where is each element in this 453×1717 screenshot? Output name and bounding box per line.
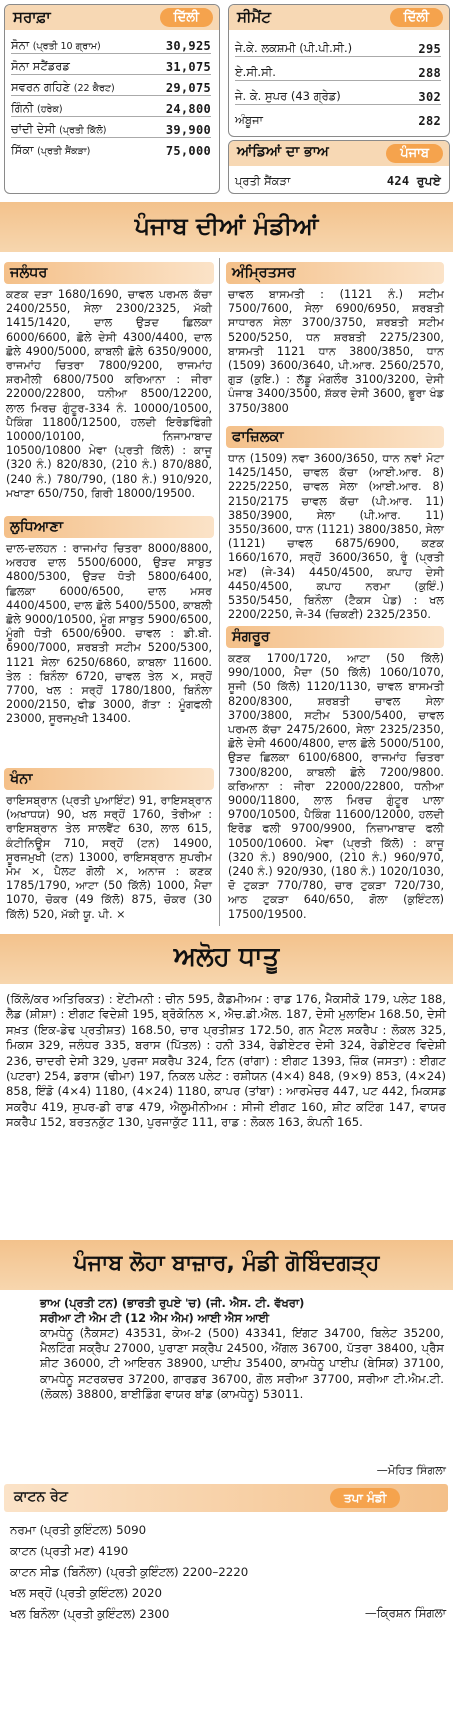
cotton-row: ਖਲ ਸਰ੍ਹੋਂ (ਪ੍ਰਤੀ ਕੁਇੰਟਲ) 2020 [10,1586,162,1600]
row-unit: (ਹਰੇਕ) [37,104,63,115]
eggs-box [228,140,450,194]
ludhiana-chawal: ਚਾਵਲ : ਡੀ.ਬੀ. 6900/7000, ਸ਼ਰਬਤੀ ਸਟੀਮ 5200/5300, 1121 ਸੇਲਾ 6250/6860, ਕਾਬਲਾ 11600. [6,627,212,669]
cotton-place-badge: ਤਪਾ ਮੰਡੀ [330,1488,400,1508]
row-value: 295 [418,42,441,56]
row-unit: (ਪ੍ਰਤੀ ਸੈਂਕੜਾ) [37,146,91,157]
cotton-row: ਖਲ ਬਿਨੌਲਾ (ਪ੍ਰਤੀ ਕੁਇੰਟਲ) 2300 [10,1607,170,1621]
metals-text: (ਕਿੱਲੋ/ਕਰ ਅਤਿਰਿਕਤ) : ਏਂਟੀਮਨੀ : ਚੀਨ 595, ਕੈਡਮੀਅਮ : ਰਾਡ 176, ਮੈਕਸੀਕੋ 179, ਪਲੇਟ 188, ਲੈਡ (ਸ਼ੀਸ਼ਾ) : ਈਗਟ ਵਿਦੇਸ਼ੀ 195, ਬ੍ਰੋਕੋਨਿਲ ×, ਐਚ.ਡੀ.ਐਲ. 187, ਦੇਸੀ ਮੁਲਾਇਮ 168.50, ਦੇਸੀ ਸਖ਼ਤ (ਇਕ-ਡੇਢ ਪ੍ਰਤੀਸ਼ਤ) 168.50, ਚਾਰ ਪ੍ਰਤੀਸ਼ਤ 172.50, ਗਨ ਮੈਟਲ ਸਕਰੈਪ : ਲੋਕਲ 325, ਮਿਕਸ 329, ਜਲੰਧਰ 335, ਬਰਾਸ (ਪਿੱਤਲ) : ਹਨੀ 334, ਰੇਡੀਏਟਰ ਦੇਸੀ 324, ਰੇਡੀਏਟਰ ਵਿਦੇਸ਼ੀ 236, ਚਾਦਰੀ ਦੇਸੀ 329, ਪੁਰਜਾ ਸਕਰੈਪ 324, ਟਿਨ (ਰਾਂਗਾ) : ਈਗਟ 1393, ਜ਼ਿੰਕ (ਜਸਤਾ) : ਈਗਟ (ਪਟਰਾ) 254, ਡਰਾਸ (ਢੀਮਾ) 197, ਨਿਕਲ ਪਲੇਟ : ਰਸ਼ੀਯਨ (4×4) 848, (9×9) 853, (4×24) 858, ਇੰਡੋ (4×4) 1180, (4×24) 1180, ਕਾਪਰ (ਤਾਂਬਾ) : ਆਰਮੇਚਰ 447, ਪਟ 442, ਮਿਕਸਡ ਸਕਰੈਪ 419, ਸੁਪਰ-ਡੀ ਰਾਡ 479, ਐਲੂਮੀਨੀਅਮ : ਸੀਜੀ ਈਗਟ 160, ਸ਼ੀਟ ਕਟਿੰਗ 147, ਵਾਯਰ ਸਕਰੈਪ 152, ਬਰਤਨਕੁੱਟ 130, ਪੁਰਜਾਕੁੱਟ 111, ਰਾਡ : ਲੋਕਲ 163, ਕੰਪਨੀ 165. [6,992,446,1130]
row-value: 75,000 [165,144,211,158]
jalandhar-heading: ਜਲੰਧਰ [4,262,214,284]
amritsar-heading: ਅੰਮ੍ਰਿਤਸਰ [226,262,444,284]
cement-title: ਸੀਮੈਂਟ [237,8,271,26]
row-unit: (22 ਕੈਰਟ) [73,83,115,94]
iron-author: —ਮੋਹਿਤ ਸਿੰਗਲਾ [376,1464,446,1477]
ludhiana-heading: ਲੁਧਿਆਣਾ [4,516,214,538]
row-label: ਸਿੱਕਾ [11,143,34,157]
row-label: ਅੰਬੂਜਾ [235,113,263,127]
metals-title: ਅਲੋਹ ਧਾਤੂ [173,942,280,972]
cement-row [235,105,441,128]
iron-head2: ਸਰੀਆ ਟੀ ਐਮ ਟੀ (12 ਐਮ ਐਮ) ਆਈ ਐਸ ਆਈ [40,1311,269,1325]
cement-row [235,57,441,81]
row-label: ਏ.ਸੀ.ਸੀ. [235,65,276,79]
iron-banner [0,1240,453,1290]
sarafa-box [4,4,220,194]
iron-title: ਪੰਜਾਬ ਲੋਹਾ ਬਾਜ਼ਾਰ, ਮੰਡੀ ਗੋਬਿੰਦਗੜ੍ਹ [73,1251,380,1276]
sarafa-city-badge: ਦਿੱਲੀ [160,8,214,27]
row-label: ਜੇ. ਕੇ. ਸੁਪਰ (43 ਗ੍ਰੇਡ) [235,89,341,103]
row-label: ਸਵਰਨ ਗਹਿਣੇ [11,80,71,94]
sarafa-row [11,96,211,117]
row-label: ਜੇ.ਕੇ. ਲਕਸ਼ਮੀ (ਪੀ.ਪੀ.ਸੀ.) [235,41,353,55]
cotton-row: ਨਰਮਾ (ਪ੍ਰਤੀ ਕੁਇੰਟਲ) 5090 [10,1523,147,1537]
iron-text: ਕਾਮਧੇਨੂ (ਨੈਕਸਟ) 43531, ਕੇਅ-2 (500) 43341, ਇਂਗਟ 34700, ਬਿਲੇਟ 35200, ਮੈਲਟਿੰਗ ਸਕ੍ਰੈਪ 27000, ਪੁਰਾਣਾ ਸਕ੍ਰੈਪ 24500, ਐਂਗਲ 36700, ਪੱਤਰਾ 38400, ਪ੍ਰੈਸ ਸ਼ੀਟ 36000, ਟੀ ਆਇਰਨ 38900, ਪਾਈਪ 35400, ਕਾਮਧੇਨੂ ਪਾਈਪ (ਬੇਸਿਕ) 37100, ਕਾਮਧੇਨੂ ਸਟਰਕਚਰ 37200, ਗਾਰਡਰ 36700, ਗੋਲ ਸਰੀਆ 37700, ਸਰੀਆ ਟੀ.ਐਮ.ਟੀ. (ਲੋਕਲ) 38800, ਬਾਈਡਿੰਗ ਵਾਯਰ ਬਾਂਡ (ਕਾਮਧੇਨੂ) 53011. [40,1326,444,1401]
cement-header [229,5,449,30]
jalandhar-body: ਕਣਕ ਦੜਾ 1680/1690, ਚਾਵਲ ਪਰਮਲ ਕੱਚਾ 2400/2550, ਸੇਲਾ 2300/2325, ਮੱਕੀ 1415/1420, ਦਾਲ ਉੜਦ ਛਿਲਕਾ 6000/6600, ਛੋਲੇ ਦੇਸੀ 4300/4400, ਦਾਲ ਛੋਲੇ 4900/5000, ਕਾਬਲੀ ਛੋਲੇ 6350/9000, ਰਾਜਮਾਂਹ ਚਿਤਰਾ 7800/9200, ਰਾਜਮਾਂਹ ਸ਼ਰਮੀਲੀ 6800/7500 [6,288,212,387]
row-label: ਸੋਨਾ ਸਟੈਂਡਰਡ [11,59,70,73]
row-value: 31,075 [165,60,211,74]
fazilka-text: ਧਾਨ (1509) ਨਵਾ 3600/3650, ਧਾਨ ਨਵਾਂ ਮੋਟਾ 1425/1450, ਚਾਵਲ ਕੱਚਾ (ਆਈ.ਆਰ. 8) 2225/2250, ਚਾਵਲ ਸੇਲਾ (ਆਈ.ਆਰ. 8) 2150/2175 ਚਾਵਲ ਕੱਚਾ (ਪੀ.ਆਰ. 11) 3850/3900, ਸੇਲਾ (ਪੀ.ਆਰ. 11) 3550/3600, ਧਾਨ (1121) 3800/3850, ਸੇਲਾ (1121) ਚਾਵਲ 6875/6900, ਕਣਕ 1660/1670, ਸਰ੍ਹੋਂ 3600/3650, ਰੂੰ (ਪ੍ਰਤੀ ਮਣ) (ਜੇ-34) 4450/4500, ਕਪਾਹ ਦੇਸੀ 4450/4500, ਕਪਾਹ ਨਰਮਾ (ਕੁਇੰ.) 5350/5450, ਬਿਨੌਲਾ (ਟੈਕਸ ਪੇਡ) : ਖਲ 2200/2250, ਜੇ-34 (ਚਿਕਣੀ) 2325/2350. [228,452,444,622]
eggs-title: ਆਂਡਿਆਂ ਦਾ ਭਾਅ [237,144,329,160]
cement-city-badge: ਦਿੱਲੀ [390,8,444,27]
row-label: ਗਿੰਨੀ [11,101,34,115]
cotton-author: —ਕ੍ਰਿਸ਼ਨ ਸਿੰਗਲਾ [364,1606,446,1620]
sangrur-meva: ਮੇਵਾ (ਪ੍ਰਤੀ ਕਿੱਲੋ) : ਕਾਜੂ (320 ਨੰ.) 890/900, (210 ਨੰ.) 960/970, (240 ਨੰ.) 920/930, (180 ਨੰ.) 1020/1030, ਦੋ ਟੁਕੜਾ 770/780, ਚਾਰ ਟੁਕੜਾ 720/730, ਆਠ ਟੁਕੜਾ 640/650, ਗੋਲਾ (ਕੁਇੰਟਲ) 17500/19500. [228,836,444,921]
eggs-region-badge: ਪੰਜਾਬ [386,144,443,163]
mandis-banner [0,202,453,252]
jalandhar-text [6,288,212,501]
khanna-text: ਰਾਇਸਬ੍ਰਾਨ (ਪ੍ਰਤੀ ਪੁਆਇੰਟ) 91, ਰਾਇਸਬ੍ਰਾਨ (ਅਖਾਧਯ) 90, ਖਲ ਸਰ੍ਹੋਂ 1760, ਤੋਰੀਆ : ਰਾਇਸਬ੍ਰਾਨ ਤੇਲ ਸਾਲਵੈਂਟ 630, ਲਾਲ 615, ਕੰਟੀਨਿਊਸ 710, ਸਰ੍ਹੋਂ (ਟਨ) 14900, ਸੂਰਜਮੁਖੀ (ਟਨ) 13000, ਰਾਇਸਬ੍ਰਾਨ ਸੁਪਰੀਮ ਮੋਮ ×, ਪੈਲਟ ਗੋਲੀ ×, ਅਨਾਜ : ਕਣਕ 1785/1790, ਆਟਾ (50 ਕਿੱਲੋ) 1000, ਮੈਦਾ 1070, ਚੋਕਰ (49 ਕਿੱਲੋ) 875, ਚੋਕਰ (30 ਕਿੱਲੋ) 520, ਮੱਕੀ ਯੂ. ਪੀ. × [6,794,212,921]
row-label: ਸੋਨਾ [11,38,30,52]
cement-row [235,33,441,57]
row-label: ਪ੍ਰਤੀ ਸੈਂਕੜਾ [235,174,291,188]
sarafa-rows [11,33,211,158]
fazilka-heading: ਫਾਜ਼ਿਲਕਾ [226,426,444,448]
row-value: 39,900 [165,123,211,137]
ludhiana-text [6,542,212,727]
metals-banner [0,934,453,984]
mandis-title: ਪੰਜਾਬ ਦੀਆਂ ਮੰਡੀਆਂ [134,212,319,240]
sangrur-heading: ਸੰਗਰੂਰ [226,626,444,648]
row-unit: (ਪ੍ਰਤੀ 10 ਗ੍ਰਾਮ) [32,41,101,52]
ludhiana-body: ਦਾਲ-ਦਲਹਨ : ਰਾਜਮਾਂਹ ਚਿਤਰਾ 8000/8800, ਅਰਹਰ ਦਾਲ 5500/6000, ਉੜਦ ਸਾਬੁਤ 4800/5300, ਉੜਦ ਧੋਤੀ 5800/6400, ਛਿਲਕਾ 6000/6500, ਦਾਲ ਮਸਰ 4400/4500, ਦਾਲ ਛੋਲੇ 5400/5500, ਕਾਬਲੀ ਛੋਲੇ 9000/10500, ਮੂੰਗ ਸਾਬੁਤ 5900/6500, ਮੂੰਗੀ ਧੋਤੀ 6500/6900. [6,542,212,641]
khanna-heading: ਖੰਨਾ [4,768,214,790]
row-value: 424 ਰੁਪਏ [386,174,441,188]
cement-rows [235,33,441,128]
cement-box [228,4,450,137]
sarafa-row [11,138,211,158]
cotton-title: ਕਾਟਨ ਰੇਟ [14,1489,68,1505]
cement-row [235,81,441,105]
sangrur-body: ਕਣਕ 1700/1720, ਆਟਾ (50 ਕਿੱਲੋ) 990/1000, ਮੈਦਾ (50 ਕਿੱਲੋ) 1060/1070, ਸੂਜੀ (50 ਕਿੱਲੋ) 1120/1130, ਚਾਵਲ ਬਾਸਮਤੀ 8200/8300, ਸ਼ਰਬਤੀ ਚਾਵਲ ਸੇਲਾ 3700/3800, ਸਟੀਮ 5300/5400, ਚਾਵਲ ਪਰਮਲ ਕੱਚਾ 2475/2600, ਸੇਲਾ 2325/2350, ਛੋਲੇ ਦੇਸੀ 4600/4800, ਦਾਲ ਛੋਲੇ 5000/5100, ਉੜਦ ਛਿਲਕਾ 6100/6800, ਰਾਜਮਾਂਹ ਚਿਤਰਾ 7300/8200, ਕਾਬਲੀ ਛੋਲੇ 7200/9800. [228,652,444,779]
row-unit: (ਪ੍ਰਤੀ ਕਿੱਲੋ) [59,125,107,136]
jalandhar-meva: ਮੇਵਾ (ਪ੍ਰਤੀ ਕਿੱਲੋ) : ਕਾਜੂ (320 ਨੰ.) 820/830, (210 ਨੰ.) 870/880, (240 ਨੰ.) 780/790, (180 ਨੰ.) 910/920, ਮਖਾਣਾ 650/750, ਗਿਰੀ 18000/19500. [6,444,212,500]
sarafa-row [11,75,211,96]
row-value: 24,800 [165,102,211,116]
sarafa-row [11,33,211,54]
row-value: 302 [418,90,441,104]
sangrur-kariana: ਕਰਿਆਨਾ : ਜੀਰਾ 22000/22800, ਧਨੀਆ 9000/11800, ਲਾਲ ਮਿਰਚ ਗੁੰਟੂਰ ਪਾਲਾ 9700/10500, ਪੈਕਿੰਗ 11600/12000, ਹਲਦੀ ਇਰੋਡ ਫਲੀ 9700/9900, ਨਿਜ਼ਾਮਾਬਾਦ ਫਲੀ 10500/10600. [228,779,444,850]
eggs-row [235,169,441,189]
cotton-row: ਕਾਟਨ ਸੀਡ (ਬਿਨੌਲਾ) (ਪ੍ਰਤੀ ਕੁਇੰਟਲ) 2200–2220 [10,1565,249,1579]
jalandhar-kariana: ਕਰਿਆਨਾ : ਜੀਰਾ 22000/22800, ਧਨੀਆ 8500/12200, ਲਾਲ ਮਿਰਚ ਗੁੰਟੂਰ-334 ਨੰ. 10000/10500, ਪੈਕਿੰਗ 11800/12500, ਹਲਦੀ ਇਰੋਡਫਿੰਗੀ 10000/10100, ਨਿਜਾਮਾਬਾਦ 10500/10800 [6,373,212,458]
row-value: 288 [418,66,441,80]
cotton-row: ਕਾਟਨ (ਪ੍ਰਤੀ ਮਣ) 4190 [10,1544,129,1558]
iron-head1: ਭਾਅ (ਪ੍ਰਤੀ ਟਨ) (ਭਾਰਤੀ ਰੁਪਏ 'ਚ) (ਜੀ. ਐਸ. ਟੀ. ਵੱਖਰਾ) [40,1296,305,1310]
sarafa-row [11,117,211,138]
sarafa-row [11,54,211,75]
sangrur-text [228,652,444,922]
ludhiana-tel: ਤੇਲ : ਬਿਨੌਲਾ 6720, ਚਾਵਲ ਤੇਲ ×, ਸਰ੍ਹੋਂ 7700, ਖਲ : ਸਰ੍ਹੋਂ 1780/1800, ਬਿਨੌਲਾ 2000/2150, ਫੀਡ 3000, ਗੱਤਾ : ਮੂੰਗਫਲੀ 23000, ਸੂਰਜਮੁਖੀ 13400. [6,669,212,726]
row-label: ਚਾਂਦੀ ਦੇਸੀ [11,122,56,136]
column-divider [219,258,220,926]
eggs-rows [235,169,441,189]
row-value: 29,075 [165,81,211,95]
amritsar-text: ਚਾਵਲ ਬਾਸਮਤੀ : (1121 ਨੰ.) ਸਟੀਮ 7500/7600, ਸੇਲਾ 6900/6950, ਸ਼ਰਬਤੀ ਸਾਧਾਰਨ ਸੇਲਾ 3700/3750, ਸ਼ਰਬਤੀ ਸਟੀਮ 5200/5250, ਧਨ ਸ਼ਰਬਤੀ 2275/2300, ਬਾਸਮਤੀ 1121 ਧਾਨ 3800/3850, ਧਾਨ (1509) 3600/3640, ਪੀ.ਆਰ. 2560/2570, ਗੁੜ (ਕੁਇ.) : ਲੱਡੂ ਮੰਗਲੌਰ 3100/3200, ਦੇਸੀ ਪੰਜਾਬ 3400/3500, ਸ਼ੱਕਰ ਦੇਸੀ 3600, ਭੂਰਾ ਖੰਡ 3750/3800 [228,288,444,415]
row-value: 30,925 [165,39,211,53]
sarafa-title: ਸਰਾਫ਼ਾ [13,8,51,26]
sarafa-header [5,5,219,30]
row-value: 282 [418,114,441,128]
eggs-header [229,141,449,166]
